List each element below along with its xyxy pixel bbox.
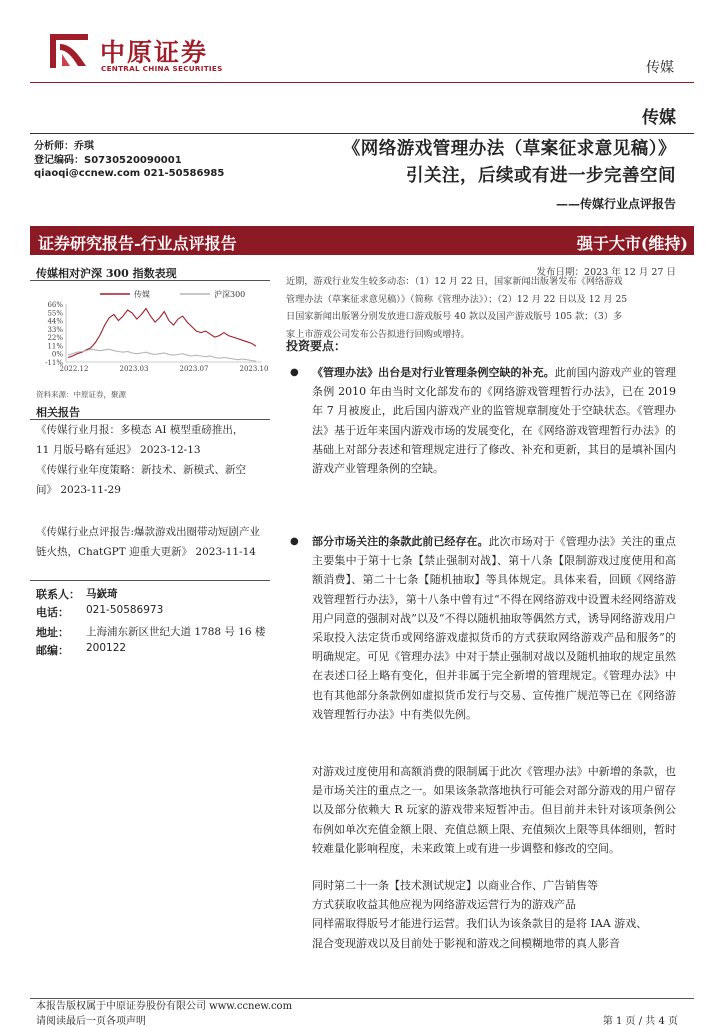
- key-point-3: 对游戏过度使用和高额消费的限制属于此次《管理办法》中新增的条款，也是市场关注的重点之一。如果该条款落地执行可能会对部分游戏的用户留存以及部分依赖大 R 玩家的游戏带来短暂冲击。但目前并未针对该项条例公布例如单次充值金额上限、充值总额上限、充值频次上限等具体细则，暂时较难量化影响程度，未来政策上或有进一步调整和修改的空间。: [312, 765, 676, 855]
- analyst-label: 分析师：: [34, 141, 74, 152]
- logo-english-name: CENTRAL CHINA SECURITIES: [101, 64, 223, 73]
- y-tick-label: 11%: [47, 342, 63, 351]
- bullet-icon: ●: [290, 536, 299, 547]
- related-report-2[interactable]: 《传媒行业年度策略：新技术、新模式、新空 间》 2023-11-29: [36, 464, 246, 496]
- y-tick-label: 33%: [47, 325, 63, 334]
- postcode-label: 邮编：: [36, 644, 69, 657]
- phone-label: 电话：: [36, 606, 69, 619]
- key-point-2-text: 此次市场对于《管理办法》关注的重点主要集中于第十七条【禁止强制对战】、第十八条【限制游戏过度使用和高额消费】、第二十七条【随机抽取】等具体规定。具体来看，回顾《网络游戏管理暂行办法》，第十八条中曾有过“不得在网络游戏中设置未经网络游戏用户同意的强制对战”以及“不得以随机抽取等偶然方式，诱导网络游戏用户采取投入法定货币或网络游戏虚拟货币的方式获取网络游戏产品和服务”的明确规定。可见《管理办法》中对于禁止强制对战以及随机抽取的规定虽然在表述口径上略有变化，但并非属于完全新增的管理规定。《管理办法》中也有其他部分条款例如虚拟货币发行与交易、宣传推广规范等已在《网络游戏管理暂行办法》中有类似先例。: [312, 535, 676, 721]
- key-point-1: [312, 363, 676, 478]
- key-point-1-heading: 《管理办法》出台是对行业管理条例空缺的补充。: [312, 366, 555, 379]
- chart-lines: [68, 309, 256, 362]
- reg-code: S0730520090001: [84, 154, 182, 166]
- contact-divider: [30, 580, 270, 581]
- address-value: 上海浦东新区世纪大道 1788 号 16 楼: [86, 626, 266, 638]
- report-title-line1: 《网络游戏管理办法（草案征求意见稿）》: [342, 139, 676, 159]
- y-tick-label: -11%: [45, 359, 63, 367]
- related-report-1[interactable]: 《传媒行业月报：多模态 AI 模型重磅推出， 11 月版号略有延迟》 2023-12-13: [36, 424, 244, 456]
- key-point-2-heading: 部分市场关注的条款此前已经存在。: [312, 535, 489, 548]
- key-points-title: 投资要点：: [286, 339, 347, 353]
- related-reports-title: 相关报告: [36, 406, 80, 419]
- y-tick-label: 0%: [51, 350, 63, 359]
- x-tick-label: 2022.12: [59, 365, 89, 373]
- header-divider: [30, 82, 694, 83]
- sector-label: 传媒: [642, 108, 676, 128]
- postcode-value: 200122: [86, 642, 127, 654]
- chart-source: 资料来源：中原证券，聚源: [36, 390, 126, 399]
- performance-chart: [30, 284, 270, 384]
- bullet-icon: ●: [290, 367, 299, 378]
- y-tick-label: 22%: [47, 334, 63, 343]
- intro-paragraph: 近期，游戏行业发生较多动态：（1）12 月 22 日，国家新闻出版署发布《网络游戏 管理办法（草案征求意见稿）》（简称《管理办法》）；（2）12 月 22 日以及 12 月 25 日国家新闻出版署分别发放进口游戏版号 40 款以及国产游戏版号 105 款；（3）多 家上市游戏公司发布公告拟进行回购或增持。: [286, 276, 628, 341]
- y-tick-label: 44%: [47, 317, 63, 326]
- page-number: 第 1 页 / 共 4 页: [602, 1016, 678, 1027]
- y-tick-label: 55%: [47, 309, 63, 318]
- related-report-3[interactable]: 《传媒行业点评报告:爆款游戏出圈带动短剧产业 链火热，ChatGPT 迎重大更新》 2023-11-14: [36, 526, 261, 558]
- key-point-4: 同时第二十一条【技术测试规定】以商业合作、广告销售等 方式获取收益其他应视为网络游戏运营行为的游戏产品 同样需取得版号才能进行运营。我们认为该条款目的是将 IAA 游戏、 混合变现游戏以及目前处于影视和游戏之间模糊地带的真人影音: [312, 879, 648, 950]
- series-line-csi300: [68, 349, 256, 361]
- key-point-2: [312, 532, 676, 724]
- chart-axes: [45, 301, 268, 373]
- chart-title-divider: [30, 280, 270, 281]
- x-tick-label: 2023.03: [119, 365, 149, 373]
- legend-label: 传媒: [134, 290, 150, 299]
- address-label: 地址：: [36, 626, 69, 639]
- report-subtitle: ——传媒行业点评报告: [555, 197, 676, 211]
- analyst-info: [34, 140, 224, 181]
- contact-person-label: 联系人：: [36, 588, 80, 601]
- report-title-line2: 引关注，后续或有进一步完善空间: [406, 166, 676, 186]
- banner-report-type: 证券研究报告-行业点评报告: [38, 234, 237, 253]
- company-logo-mark: [48, 30, 90, 70]
- contact-person: 马嶔琦: [86, 588, 118, 600]
- logo-chinese-name: 中原证券: [100, 38, 209, 67]
- analyst-contact[interactable]: qiaoqi@ccnew.com 021-50586985: [34, 168, 225, 179]
- y-tick-label: 66%: [47, 301, 63, 309]
- sector-divider: [30, 133, 694, 134]
- footer-disclaimer-note: 请阅读最后一页各项声明: [36, 1016, 146, 1027]
- x-tick-label: 2023.10: [239, 365, 269, 373]
- header-category: 传媒: [646, 60, 674, 76]
- publish-date: 发布日期：2023 年 12 月 27 日: [536, 267, 676, 278]
- analyst-name: 乔琪: [74, 141, 94, 152]
- legend-label: 沪深300: [214, 290, 246, 299]
- x-tick-label: 2023.07: [179, 365, 209, 373]
- banner-rating: 强于大市(维持): [576, 234, 688, 253]
- reg-label: 登记编码：: [34, 154, 84, 166]
- chart-title: 传媒相对沪深 300 指数表现: [36, 267, 177, 280]
- chart-legend: [100, 289, 245, 299]
- phone-value: 021-50586973: [86, 604, 164, 616]
- footer-copyright: 本报告版权属于中原证券股份有限公司 www.ccnew.com: [36, 1001, 293, 1012]
- key-point-1-text: 此前国内游戏产业的管理条例 2010 年由当时文化部发布的《网络游戏管理暂行办法》，已在 2019 年 7 月被废止，此后国内游戏产业的监管规章制度处于空缺状态。《管理办法》基于近年来国内游戏市场的发展变化，在《网络游戏管理暂行办法》的基础上对部分表述和管理规定进行了修改、补充和更新，其目的是填补国内游戏产业管理条例的空缺。: [312, 366, 676, 476]
